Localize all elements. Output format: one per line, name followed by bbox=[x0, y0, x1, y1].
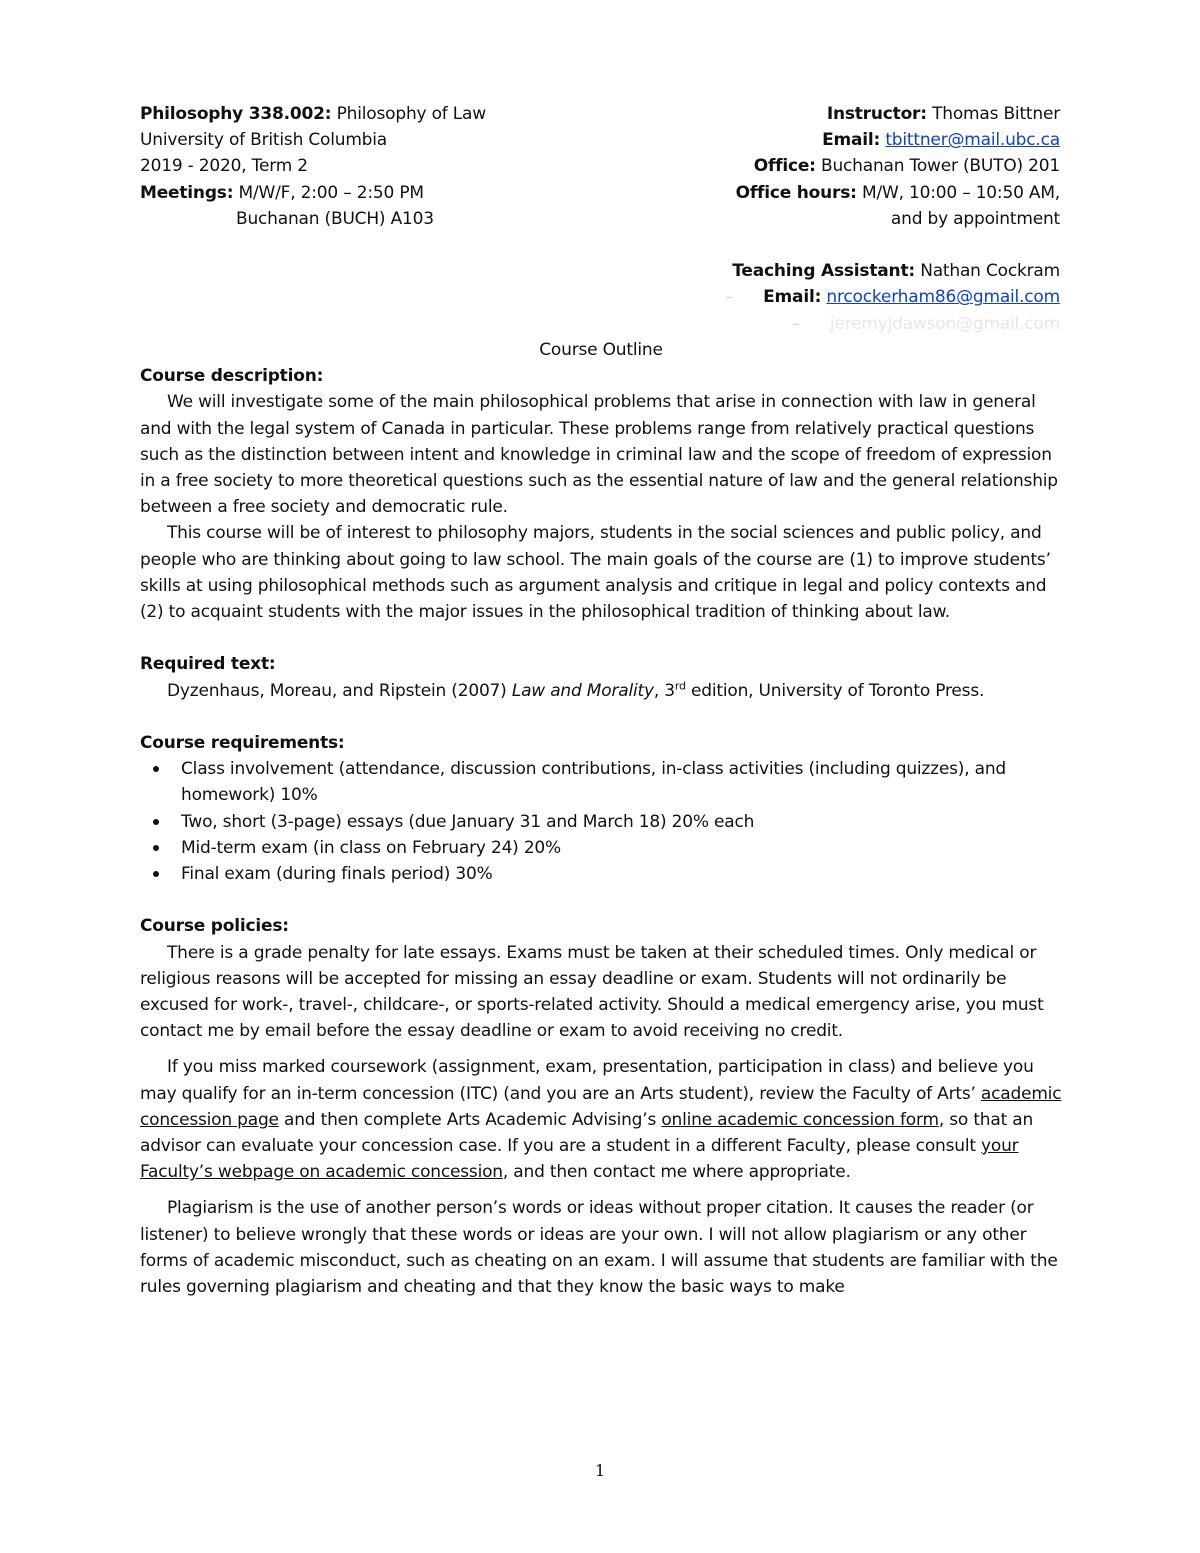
meetings-value: M/W/F, 2:00 – 2:50 PM bbox=[238, 182, 424, 203]
instructor-email-link[interactable]: tbittner@mail.ubc.ca bbox=[885, 130, 1060, 151]
ta-email-link[interactable]: nrcockerham86@gmail.com bbox=[826, 287, 1060, 308]
policies-para-2-a: If you miss marked coursework (assignment, exam, presentation, participation in class) and believe you may qualify for an in-term concession (ITC) (and you are an Arts student), review the Faculty of Arts’ bbox=[140, 1057, 1034, 1104]
faded-email-line bbox=[500, 311, 1060, 337]
office-hours-extra: and by appointment bbox=[890, 208, 1060, 229]
policies-heading: Course policies: bbox=[140, 916, 289, 937]
required-text-book: Law and Morality bbox=[511, 680, 654, 701]
requirement-item: Class involvement (attendance, discussion contributions, in-class activities (including quizzes), and homework) 10% bbox=[140, 756, 1062, 808]
outline-title: Course Outline bbox=[539, 340, 663, 360]
term: 2019 - 2020, Term 2 bbox=[140, 156, 308, 177]
office-line bbox=[500, 153, 1060, 179]
page-number: 1 bbox=[595, 1461, 605, 1480]
ta-email-label: Email: bbox=[763, 287, 822, 308]
office-label: Office: bbox=[753, 156, 816, 177]
ta-dash: – bbox=[724, 287, 734, 308]
policies-para-2-d: , and then contact me where appropriate. bbox=[502, 1162, 851, 1183]
document-body bbox=[140, 337, 1062, 1300]
academic-concession-page-link[interactable]: academic concession page bbox=[140, 1083, 1062, 1130]
instructor-info-block bbox=[500, 101, 1060, 337]
faded-dash: – bbox=[791, 313, 800, 334]
meetings-room: Buchanan (BUCH) A103 bbox=[236, 208, 434, 229]
office-hours-label: Office hours: bbox=[735, 182, 857, 203]
office-value: Buchanan Tower (BUTO) 201 bbox=[821, 156, 1060, 177]
policies-para-3: Plagiarism is the use of another person’s words or ideas without proper citation. It causes the reader (or listener) to believe wrongly that these words or ideas are your own. I will not allow plagiarism or any other forms of academic misconduct, such as cheating on an exam. I will assume that students are familiar with the rules governing plagiarism and cheating and that they know the basic ways to make bbox=[140, 1198, 1058, 1298]
policies-para-1: There is a grade penalty for late essays. Exams must be taken at their scheduled times. Only medical or religious reasons will be accepted for missing an essay deadline or exam. Students will not ordinarily be excused for work-, travel-, childcare-, or sports-related activity. Should a medical emergency arise, you must contact me by email before the essay deadline or exam to avoid receiving no credit. bbox=[140, 942, 1044, 1042]
office-hours-value: M/W, 10:00 – 10:50 AM, bbox=[861, 182, 1060, 203]
ta-name: Nathan Cockram bbox=[920, 261, 1060, 282]
requirement-item: Mid-term exam (in class on February 24) 20% bbox=[140, 835, 1062, 861]
required-text-heading: Required text: bbox=[140, 654, 276, 675]
required-text-rest: edition, University of Toronto Press. bbox=[685, 680, 985, 701]
required-text-authors: Dyzenhaus, Moreau, and Ripstein (2007) bbox=[167, 680, 512, 701]
ta-label: Teaching Assistant: bbox=[732, 261, 915, 282]
required-text-edition: , 3 bbox=[653, 680, 675, 701]
ta-line bbox=[500, 258, 1060, 284]
faded-email: jeremyjdawson@gmail.com bbox=[829, 313, 1060, 334]
instructor-label: Instructor: bbox=[826, 104, 927, 124]
description-heading: Course description: bbox=[140, 366, 324, 387]
university: University of British Columbia bbox=[140, 130, 388, 151]
office-hours-line bbox=[500, 180, 1060, 206]
policies-para-2-b: and then complete Arts Academic Advising’s bbox=[278, 1109, 662, 1130]
instructor-line bbox=[500, 101, 1060, 127]
required-text-edition-sup: rd bbox=[674, 678, 686, 692]
course-title: Philosophy of Law bbox=[336, 104, 486, 124]
requirements-list bbox=[140, 756, 1062, 887]
description-para-1: We will investigate some of the main philosophical problems that arise in connection with law in general and with the legal system of Canada in particular. These problems range from relatively practical questions such as the distinction between intent and knowledge in criminal law and the scope of freedom of expression in a free society to more theoretical questions such as the essential nature of law and the general relationship between a free society and democratic rule. bbox=[140, 392, 1058, 518]
email-line bbox=[500, 127, 1060, 153]
faculty-concession-webpage-link[interactable]: your Faculty’s webpage on academic concession bbox=[140, 1136, 1019, 1183]
instructor-name: Thomas Bittner bbox=[932, 104, 1060, 124]
policies-para-2 bbox=[140, 1054, 1062, 1185]
description-para-2: This course will be of interest to philosophy majors, students in the social sciences and public policy, and people who are thinking about going to law school. The main goals of the course are (1) to improve students’ skills at using philosophical methods such as argument analysis and critique in legal and policy contexts and (2) to acquaint students with the major issues in the philosophical tradition of thinking about law. bbox=[140, 523, 1051, 623]
requirement-item: Final exam (during finals period) 30% bbox=[140, 861, 1062, 887]
required-text-citation bbox=[140, 678, 1062, 704]
policies-para-2-c: , so that an advisor can evaluate your concession case. If you are a student in a different Faculty, please consult bbox=[140, 1109, 1034, 1157]
requirement-item: Two, short (3-page) essays (due January 31 and March 18) 20% each bbox=[140, 809, 1062, 835]
meetings-label: Meetings: bbox=[140, 182, 234, 203]
email-label: Email: bbox=[822, 130, 881, 151]
ta-email-line bbox=[500, 284, 1060, 310]
course-code: Philosophy 338.002: bbox=[140, 104, 332, 124]
online-concession-form-link[interactable]: online academic concession form bbox=[661, 1109, 939, 1130]
requirements-heading: Course requirements: bbox=[140, 733, 345, 754]
